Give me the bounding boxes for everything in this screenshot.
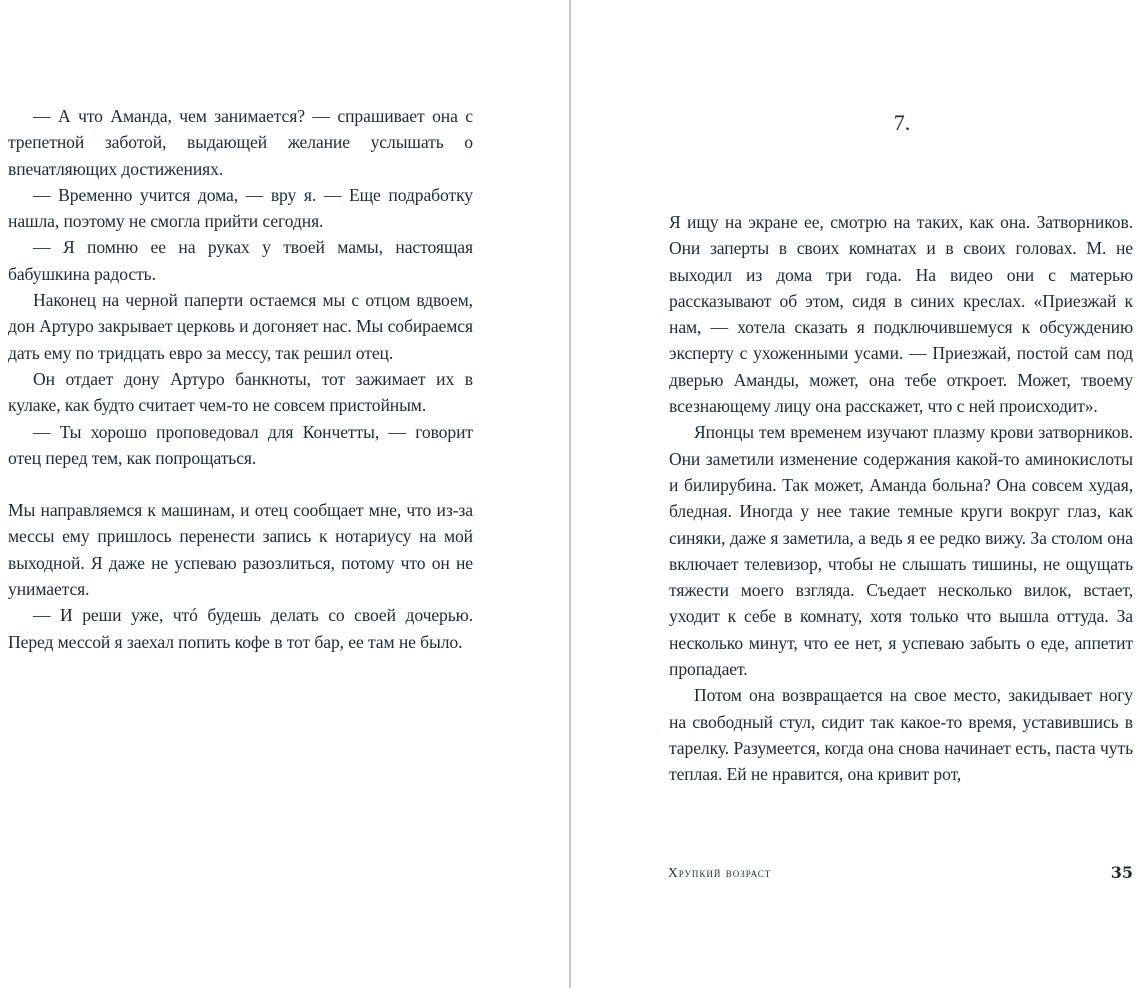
left-page-text — [8, 103, 473, 655]
right-page-text — [669, 209, 1133, 788]
paragraph: — И реши уже, чтó будешь делать со своей дочерью. Перед мессой я заехал попить кофе в тот бар, ее там не было. — [8, 605, 473, 652]
paragraph: Наконец на черной паперти остаемся мы с отцом вдвоем, дон Артуро закрывает церковь и догоняет нас. Мы собираемся дать ему по тридцать евро за мессу, так решил отец. — [8, 290, 473, 363]
paragraph: Японцы тем временем изучают плазму крови затворников. Они заметили изменение содержания какой-то аминокислоты и билирубина. Так может, Аманда больна? Она совсем худая, бледная. Иногда у нее такие темные круги вокруг глаз, как синяки, даже я заметила, а ведь я ее редко вижу. За столом она включает телевизор, чтобы не слышать тишины, не ощущать тяжести моего взгляда. Съедает несколько вилок, встает, уходит к себе в комнату, хотя только что вышла оттуда. За несколько минут, что ее нет, я успеваю забыть о еде, аппетит пропадает. — [669, 422, 1133, 680]
running-title: Хрупкий возраст — [668, 865, 772, 880]
paragraph: — Ты хорошо проповедовал для Кончетты, — говорит отец перед тем, как попрощаться. — [8, 421, 473, 468]
right-page — [571, 0, 1145, 988]
paragraph: — А что Аманда, чем занимается? — спрашивает она с трепетной заботой, выдающей желание услышать о впечатляющих достижениях. — [8, 106, 473, 179]
paragraph: Он отдает дону Артуро банкноты, тот зажимает их в кулаке, как будто считает чем-то не совсем пристойным. — [8, 368, 473, 416]
section-break — [8, 471, 473, 497]
paragraph: Я ищу на экране ее, смотрю на таких, как она. Затворников. Они заперты в своих комнатах и в своих головах. М. не выходил из дома три года. На видео они с матерью рассказывают об этом, сидя в синих креслах. «Приезжай к нам, — хотела сказать я подключившемуся к обсуждению эксперту с ухоженными усами. — Приезжай, постой сам под дверью Аманды, может, она тебе откроет. Может, твоему всезнающему лицу она расскажет, что с ней происходит». — [669, 212, 1133, 417]
paragraph: Потом она возвращается на свое место, закидывает ногу на свободный стул, сидит так какое-то время, уставившись в тарелку. Разумеется, когда она снова начинает есть, паста чуть теплая. Ей не нравится, она кривит рот, — [669, 685, 1133, 785]
page-number: 35 — [1110, 863, 1133, 882]
paragraph: Мы направляемся к машинам, и отец сообщает мне, что из-за мессы ему пришлось перенести запись к нотариусу на мой выходной. Я даже не успеваю разозлиться, потому что он не унимается. — [8, 500, 473, 600]
paragraph: — Я помню ее на руках у твоей мамы, настоящая бабушкина радость. — [8, 237, 473, 284]
left-page — [0, 0, 569, 988]
paragraph: — Временно учится дома, — вру я. — Еще подработку нашла, поэтому не смогла прийти сегодня. — [8, 184, 473, 232]
chapter-number: 7. — [893, 110, 911, 135]
